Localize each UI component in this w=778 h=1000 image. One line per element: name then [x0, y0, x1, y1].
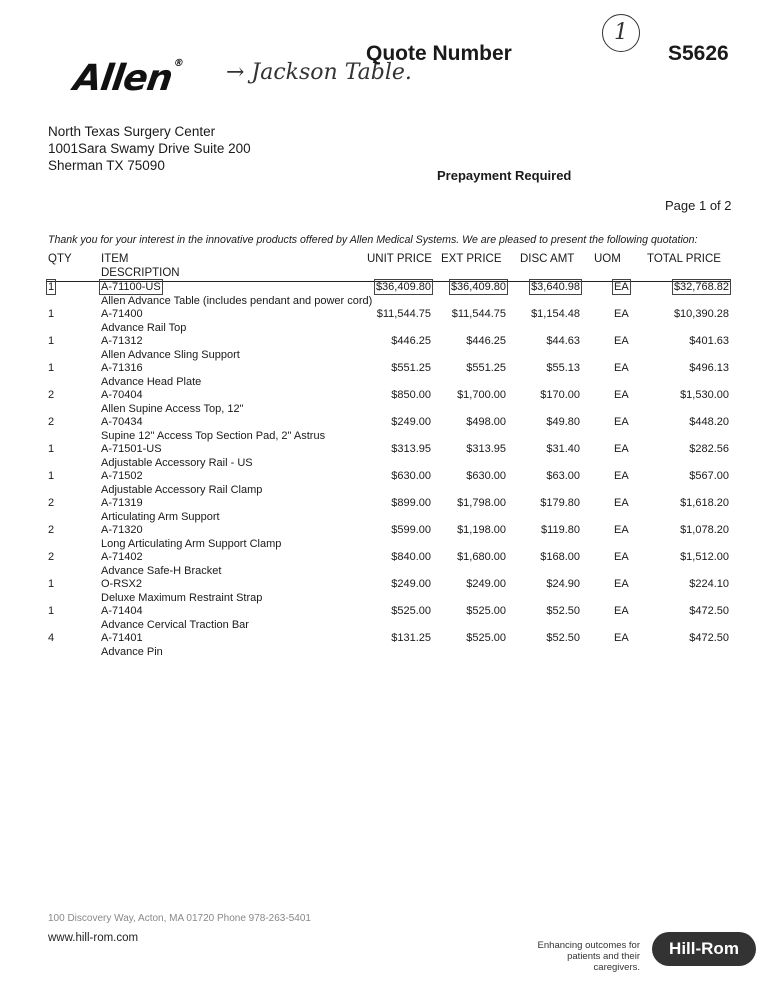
row-unit-price: $850.00 — [391, 389, 431, 401]
column-header-description: DESCRIPTION — [101, 267, 180, 279]
customer-street: 1001Sara Swamy Drive Suite 200 — [48, 141, 251, 156]
row-ext-price: $1,700.00 — [457, 389, 506, 401]
row-total-price-text: $32,768.82 — [673, 281, 729, 293]
row-unit-price-text: $36,409.80 — [375, 281, 431, 293]
column-header-disc-amt: DISC AMT — [520, 253, 575, 265]
row-qty: 1 — [48, 308, 55, 320]
row-item-number: A-70434 — [101, 416, 143, 428]
row-item-number — [101, 281, 251, 293]
row-disc-amt: $63.00 — [546, 470, 580, 482]
column-header-total-price: TOTAL PRICE — [647, 253, 721, 265]
row-ext-price: $1,680.00 — [457, 551, 506, 563]
row-unit-price: $313.95 — [391, 443, 431, 455]
row-description: Advance Safe-H Bracket — [101, 565, 222, 577]
row-item-number: A-71320 — [101, 524, 143, 536]
prepayment-notice: Prepayment Required — [437, 168, 572, 183]
row-ext-price: $630.00 — [466, 470, 506, 482]
row-total-price: $472.50 — [689, 605, 729, 617]
row-description: Advance Rail Top — [101, 322, 187, 334]
row-item-number: A-71400 — [101, 308, 143, 320]
row-unit-price: $446.25 — [391, 335, 431, 347]
row-qty: 2 — [48, 524, 55, 536]
row-qty: 1 — [48, 605, 55, 617]
row-uom: EA — [614, 308, 629, 320]
row-description: Advance Pin — [101, 646, 163, 658]
row-disc-amt: $52.50 — [546, 605, 580, 617]
row-ext-price: $525.00 — [466, 632, 506, 644]
row-disc-amt: $168.00 — [540, 551, 580, 563]
row-uom: EA — [614, 335, 629, 347]
row-disc-amt: $24.90 — [546, 578, 580, 590]
row-item-number: A-71402 — [101, 551, 143, 563]
row-disc-amt: $179.80 — [540, 497, 580, 509]
row-uom: EA — [614, 416, 629, 428]
row-ext-price: $11,544.75 — [451, 308, 506, 320]
row-uom: EA — [614, 497, 629, 509]
row-uom: EA — [614, 551, 629, 563]
column-header-uom: UOM — [594, 253, 621, 265]
row-unit-price: $525.00 — [391, 605, 431, 617]
row-ext-price: $249.00 — [466, 578, 506, 590]
row-item-number: A-71401 — [101, 632, 143, 644]
row-qty-text: 1 — [48, 281, 55, 293]
row-qty — [48, 281, 78, 293]
row-ext-price: $446.25 — [466, 335, 506, 347]
hill-rom-logo: Hill-Rom — [652, 932, 756, 966]
handwritten-circled-number: 1 — [602, 14, 640, 52]
row-uom-text: EA — [614, 281, 629, 293]
row-description: Articulating Arm Support — [101, 511, 220, 523]
row-total-price: $401.63 — [689, 335, 729, 347]
row-description: Allen Supine Access Top, 12" — [101, 403, 244, 415]
row-unit-price: $131.25 — [391, 632, 431, 644]
row-disc-amt: $119.80 — [541, 524, 580, 536]
row-uom: EA — [614, 632, 629, 644]
row-total-price: $1,530.00 — [680, 389, 729, 401]
row-unit-price: $11,544.75 — [376, 308, 431, 320]
row-item-number: A-71319 — [101, 497, 143, 509]
row-total-price: $1,078.20 — [680, 524, 729, 536]
row-qty: 2 — [48, 497, 55, 509]
row-total-price: $224.10 — [689, 578, 729, 590]
row-total-price: $448.20 — [689, 416, 729, 428]
row-unit-price: $249.00 — [391, 416, 431, 428]
row-description: Allen Advance Sling Support — [101, 349, 240, 361]
page-number: Page 1 of 2 — [665, 198, 732, 213]
footer-tagline: Enhancing outcomes for patients and their caregivers. — [537, 940, 640, 973]
row-qty: 2 — [48, 416, 55, 428]
row-description: Deluxe Maximum Restraint Strap — [101, 592, 263, 604]
row-total-price: $472.50 — [689, 632, 729, 644]
row-ext-price: $1,798.00 — [457, 497, 506, 509]
row-description: Long Articulating Arm Support Clamp — [101, 538, 282, 550]
row-item-number: A-71312 — [101, 335, 143, 347]
row-total-price: $567.00 — [689, 470, 729, 482]
row-disc-amt: $49.80 — [546, 416, 580, 428]
row-description: Advance Cervical Traction Bar — [101, 619, 249, 631]
row-uom: EA — [614, 578, 629, 590]
customer-address — [48, 123, 251, 174]
row-uom: EA — [614, 443, 629, 455]
row-item-number: A-71501-US — [101, 443, 162, 455]
row-qty: 1 — [48, 335, 55, 347]
row-description: Allen Advance Table (includes pendant and power cord) — [101, 295, 373, 307]
row-qty: 1 — [48, 578, 55, 590]
row-item-number: A-71316 — [101, 362, 143, 374]
row-unit-price: $551.25 — [391, 362, 431, 374]
row-disc-amt: $44.63 — [546, 335, 580, 347]
row-total-price — [640, 281, 729, 293]
row-ext-price: $313.95 — [466, 443, 506, 455]
row-total-price: $282.56 — [689, 443, 729, 455]
row-unit-price — [360, 281, 431, 293]
row-qty: 1 — [48, 470, 55, 482]
row-uom: EA — [614, 470, 629, 482]
handwritten-note: → Jackson Table. — [226, 60, 412, 85]
row-disc-amt: $55.13 — [546, 362, 580, 374]
row-description: Advance Head Plate — [101, 376, 202, 388]
row-unit-price: $899.00 — [391, 497, 431, 509]
quote-title: Quote Number — [366, 42, 512, 65]
row-qty: 2 — [48, 389, 55, 401]
column-header-qty: QTY — [48, 253, 72, 265]
row-ext-price-text: $36,409.80 — [450, 281, 506, 293]
row-disc-amt: $1,154.48 — [531, 308, 580, 320]
footer-address: 100 Discovery Way, Acton, MA 01720 Phone 978-263-5401 — [48, 913, 311, 924]
quote-number: S5626 — [668, 42, 729, 65]
row-unit-price: $249.00 — [391, 578, 431, 590]
row-uom: EA — [614, 362, 629, 374]
row-disc-amt — [506, 281, 580, 293]
row-description: Adjustable Accessory Rail Clamp — [101, 484, 263, 496]
row-qty: 1 — [48, 443, 55, 455]
row-qty: 1 — [48, 362, 55, 374]
row-unit-price: $630.00 — [391, 470, 431, 482]
row-disc-amt: $170.00 — [540, 389, 580, 401]
row-item-number: A-70404 — [101, 389, 143, 401]
row-ext-price — [434, 281, 506, 293]
customer-name: North Texas Surgery Center — [48, 124, 216, 139]
row-qty: 2 — [48, 551, 55, 563]
row-disc-amt: $52.50 — [546, 632, 580, 644]
row-item-number-text: A-71100-US — [101, 281, 161, 293]
row-ext-price: $1,198.00 — [457, 524, 506, 536]
column-header-unit-price: UNIT PRICE — [367, 253, 432, 265]
row-unit-price: $599.00 — [391, 524, 431, 536]
row-qty: 4 — [48, 632, 55, 644]
footer-url: www.hill-rom.com — [48, 932, 139, 944]
row-uom: EA — [614, 389, 629, 401]
row-ext-price: $498.00 — [466, 416, 506, 428]
column-header-ext-price: EXT PRICE — [441, 253, 502, 265]
customer-city: Sherman TX 75090 — [48, 158, 165, 173]
column-header-item: ITEM — [101, 253, 129, 265]
row-ext-price: $551.25 — [466, 362, 506, 374]
row-uom: EA — [614, 524, 629, 536]
row-item-number: A-71404 — [101, 605, 143, 617]
row-total-price: $1,512.00 — [680, 551, 729, 563]
row-total-price: $496.13 — [689, 362, 729, 374]
row-disc-amt: $31.40 — [546, 443, 580, 455]
row-total-price: $10,390.28 — [673, 308, 729, 320]
row-ext-price: $525.00 — [466, 605, 506, 617]
allen-logo: Allen® — [71, 58, 184, 99]
row-uom: EA — [614, 605, 629, 617]
row-item-number: O-RSX2 — [101, 578, 142, 590]
row-item-number: A-71502 — [101, 470, 143, 482]
row-description: Adjustable Accessory Rail - US — [101, 457, 253, 469]
row-total-price: $1,618.20 — [680, 497, 729, 509]
row-unit-price: $840.00 — [391, 551, 431, 563]
row-disc-amt-text: $3,640.98 — [531, 281, 580, 293]
thank-you-message: Thank you for your interest in the innovative products offered by Allen Medical Systems. We are pleased to present the following quotation: — [48, 234, 698, 246]
row-description: Supine 12" Access Top Section Pad, 2" Astrus — [101, 430, 326, 442]
